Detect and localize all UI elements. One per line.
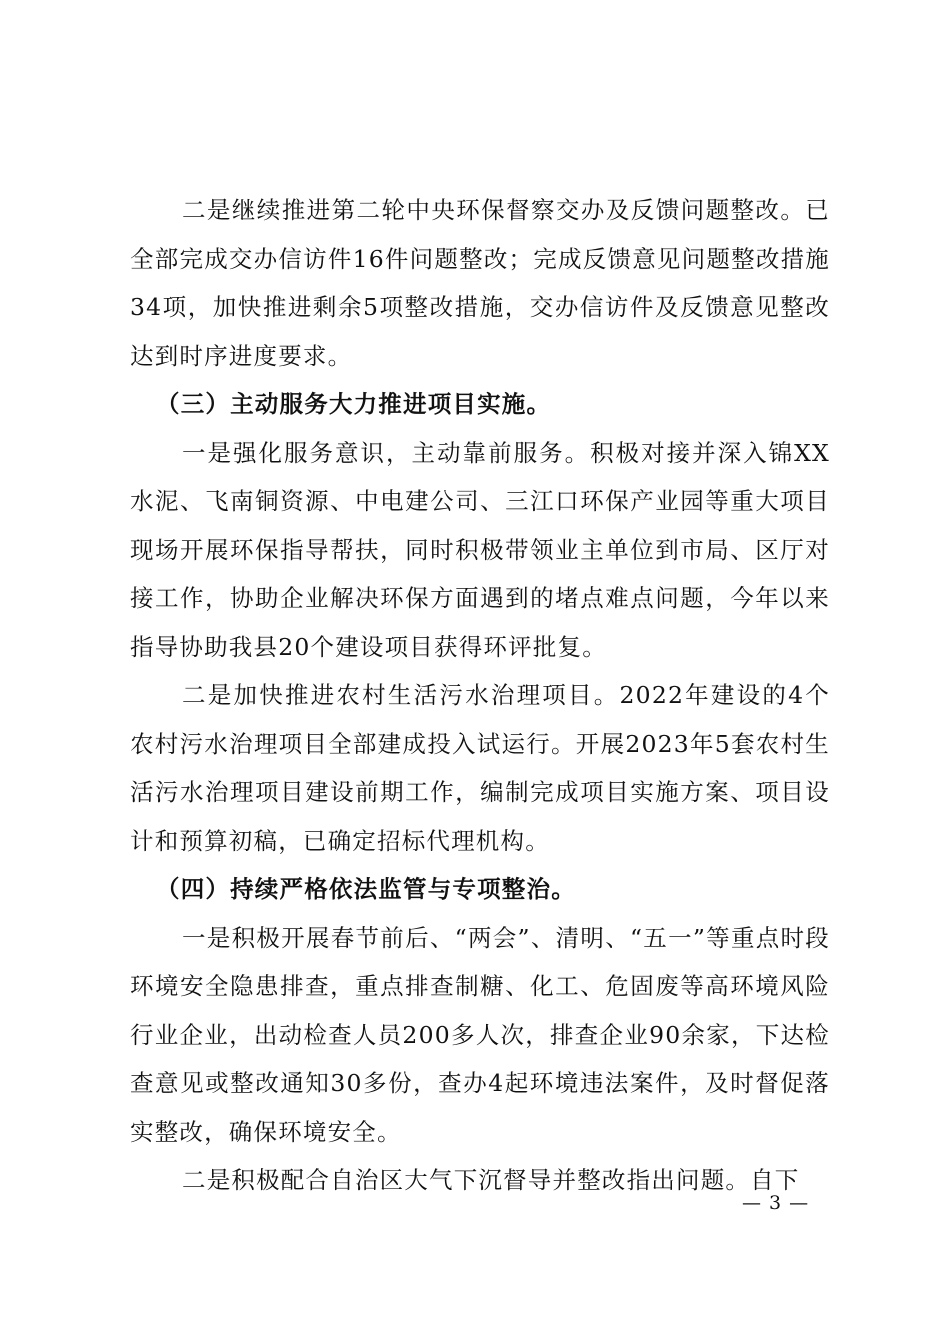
paragraph-rural-sewage: 二是加快推进农村生活污水治理项目。2022年建设的4个农村污水治理项目全部建成投入试运行。开展2023年5套农村生活污水治理项目建设前期工作，编制完成项目实施方案、项目设计和预算初稿，已确定招标代理机构。 <box>130 681 830 855</box>
document-body <box>130 186 830 1205</box>
section-heading-3: （三）主动服务大力推进项目实施。 <box>156 390 552 418</box>
page-number: — 3 — <box>742 1192 810 1214</box>
paragraph-safety-inspection: 一是积极开展春节前后、“两会”、清明、“五一”等重点时段环境安全隐患排查，重点排查制糖、化工、危固废等高环境风险行业企业，出动检查人员200多人次，排查企业90余家，下达检查意见或整改通知30多份，查办4起环境违法案件，及时督促落实整改，确保环境安全。 <box>130 923 830 1146</box>
paragraph-air-supervision: 二是积极配合自治区大气下沉督导并整改指出问题。自下 <box>182 1166 800 1194</box>
paragraph-service-awareness: 一是强化服务意识，主动靠前服务。积极对接并深入锦XX水泥、飞南铜资源、中电建公司、三江口环保产业园等重大项目现场开展环保指导帮扶，同时积极带领业主单位到市局、区厅对接工作，协助企业解决环保方面遇到的堵点难点问题，今年以来指导协助我县20个建设项目获得环评批复。 <box>130 438 830 661</box>
section-heading-4: （四）持续严格依法监管与专项整治。 <box>156 875 576 903</box>
paragraph-rectification-progress: 二是继续推进第二轮中央环保督察交办及反馈问题整改。已全部完成交办信访件16件问题整改；完成反馈意见问题整改措施34项，加快推进剩余5项整改措施，交办信访件及反馈意见整改达到时序进度要求。 <box>130 196 830 370</box>
